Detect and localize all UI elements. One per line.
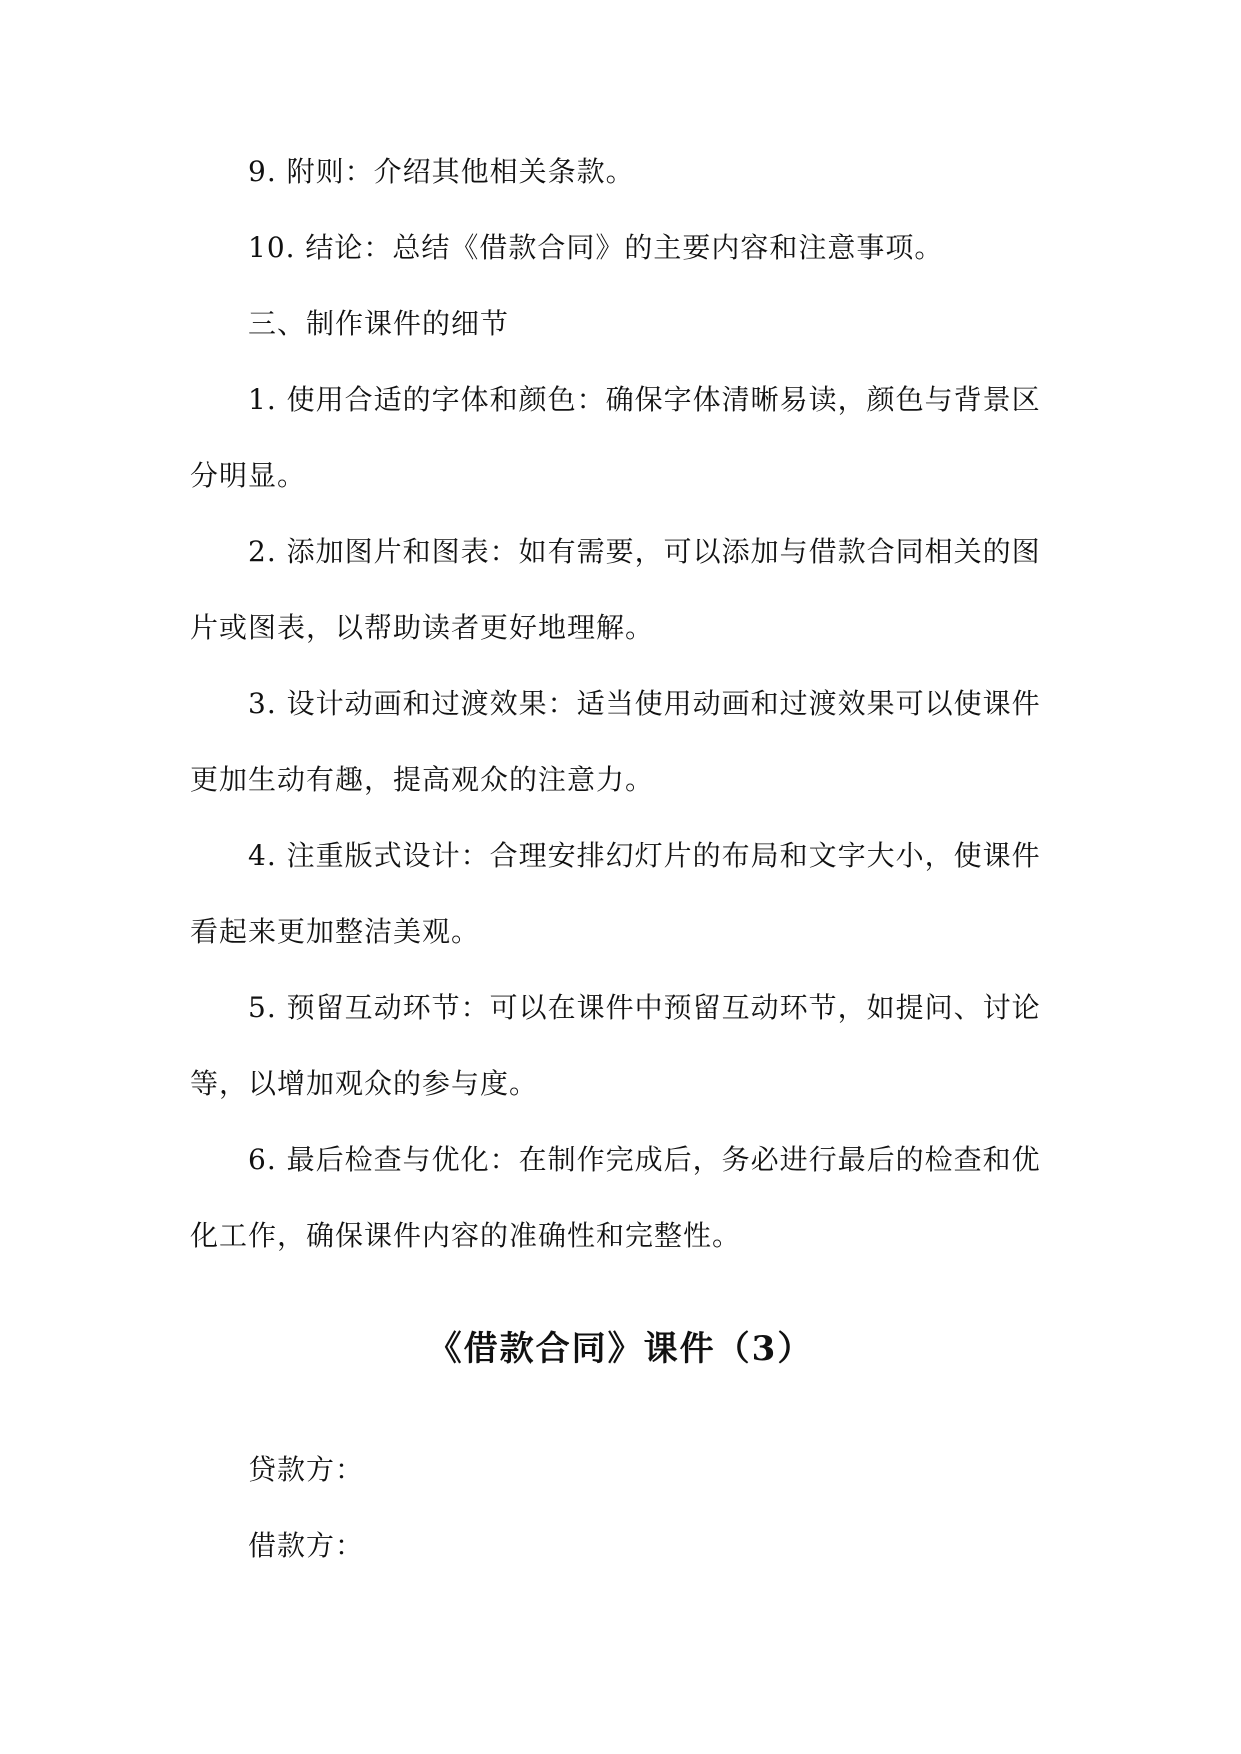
borrower-label: 借款方： — [248, 1529, 365, 1562]
section-heading-details: 三、制作课件的细节 — [248, 307, 510, 340]
page-title: 《借款合同》课件（3） — [427, 1329, 814, 1369]
body-text-bottom — [190, 1432, 1060, 1584]
paragraph-detail-4: 4. 注重版式设计：合理安排幻灯片的布局和文字大小，使课件看起来更加整洁美观。 — [190, 839, 1041, 948]
paragraph-conclusion: 10. 结论：总结《借款合同》的主要内容和注意事项。 — [248, 231, 944, 264]
body-text-top — [190, 134, 1060, 1274]
lender-label: 贷款方： — [248, 1453, 365, 1486]
paragraph-detail-2: 2. 添加图片和图表：如有需要，可以添加与借款合同相关的图片或图表，以帮助读者更好地理解。 — [190, 535, 1041, 644]
paragraph-detail-3: 3. 设计动画和过渡效果：适当使用动画和过渡效果可以使课件更加生动有趣，提高观众的注意力。 — [190, 687, 1041, 796]
paragraph-detail-1: 1. 使用合适的字体和颜色：确保字体清晰易读，颜色与背景区分明显。 — [190, 383, 1041, 492]
paragraph-appendix: 9. 附则：介绍其他相关条款。 — [248, 155, 635, 188]
paragraph-detail-6: 6. 最后检查与优化：在制作完成后，务必进行最后的检查和优化工作，确保课件内容的准确性和完整性。 — [190, 1143, 1041, 1252]
paragraph-detail-5: 5. 预留互动环节：可以在课件中预留互动环节，如提问、讨论等，以增加观众的参与度。 — [190, 991, 1041, 1100]
